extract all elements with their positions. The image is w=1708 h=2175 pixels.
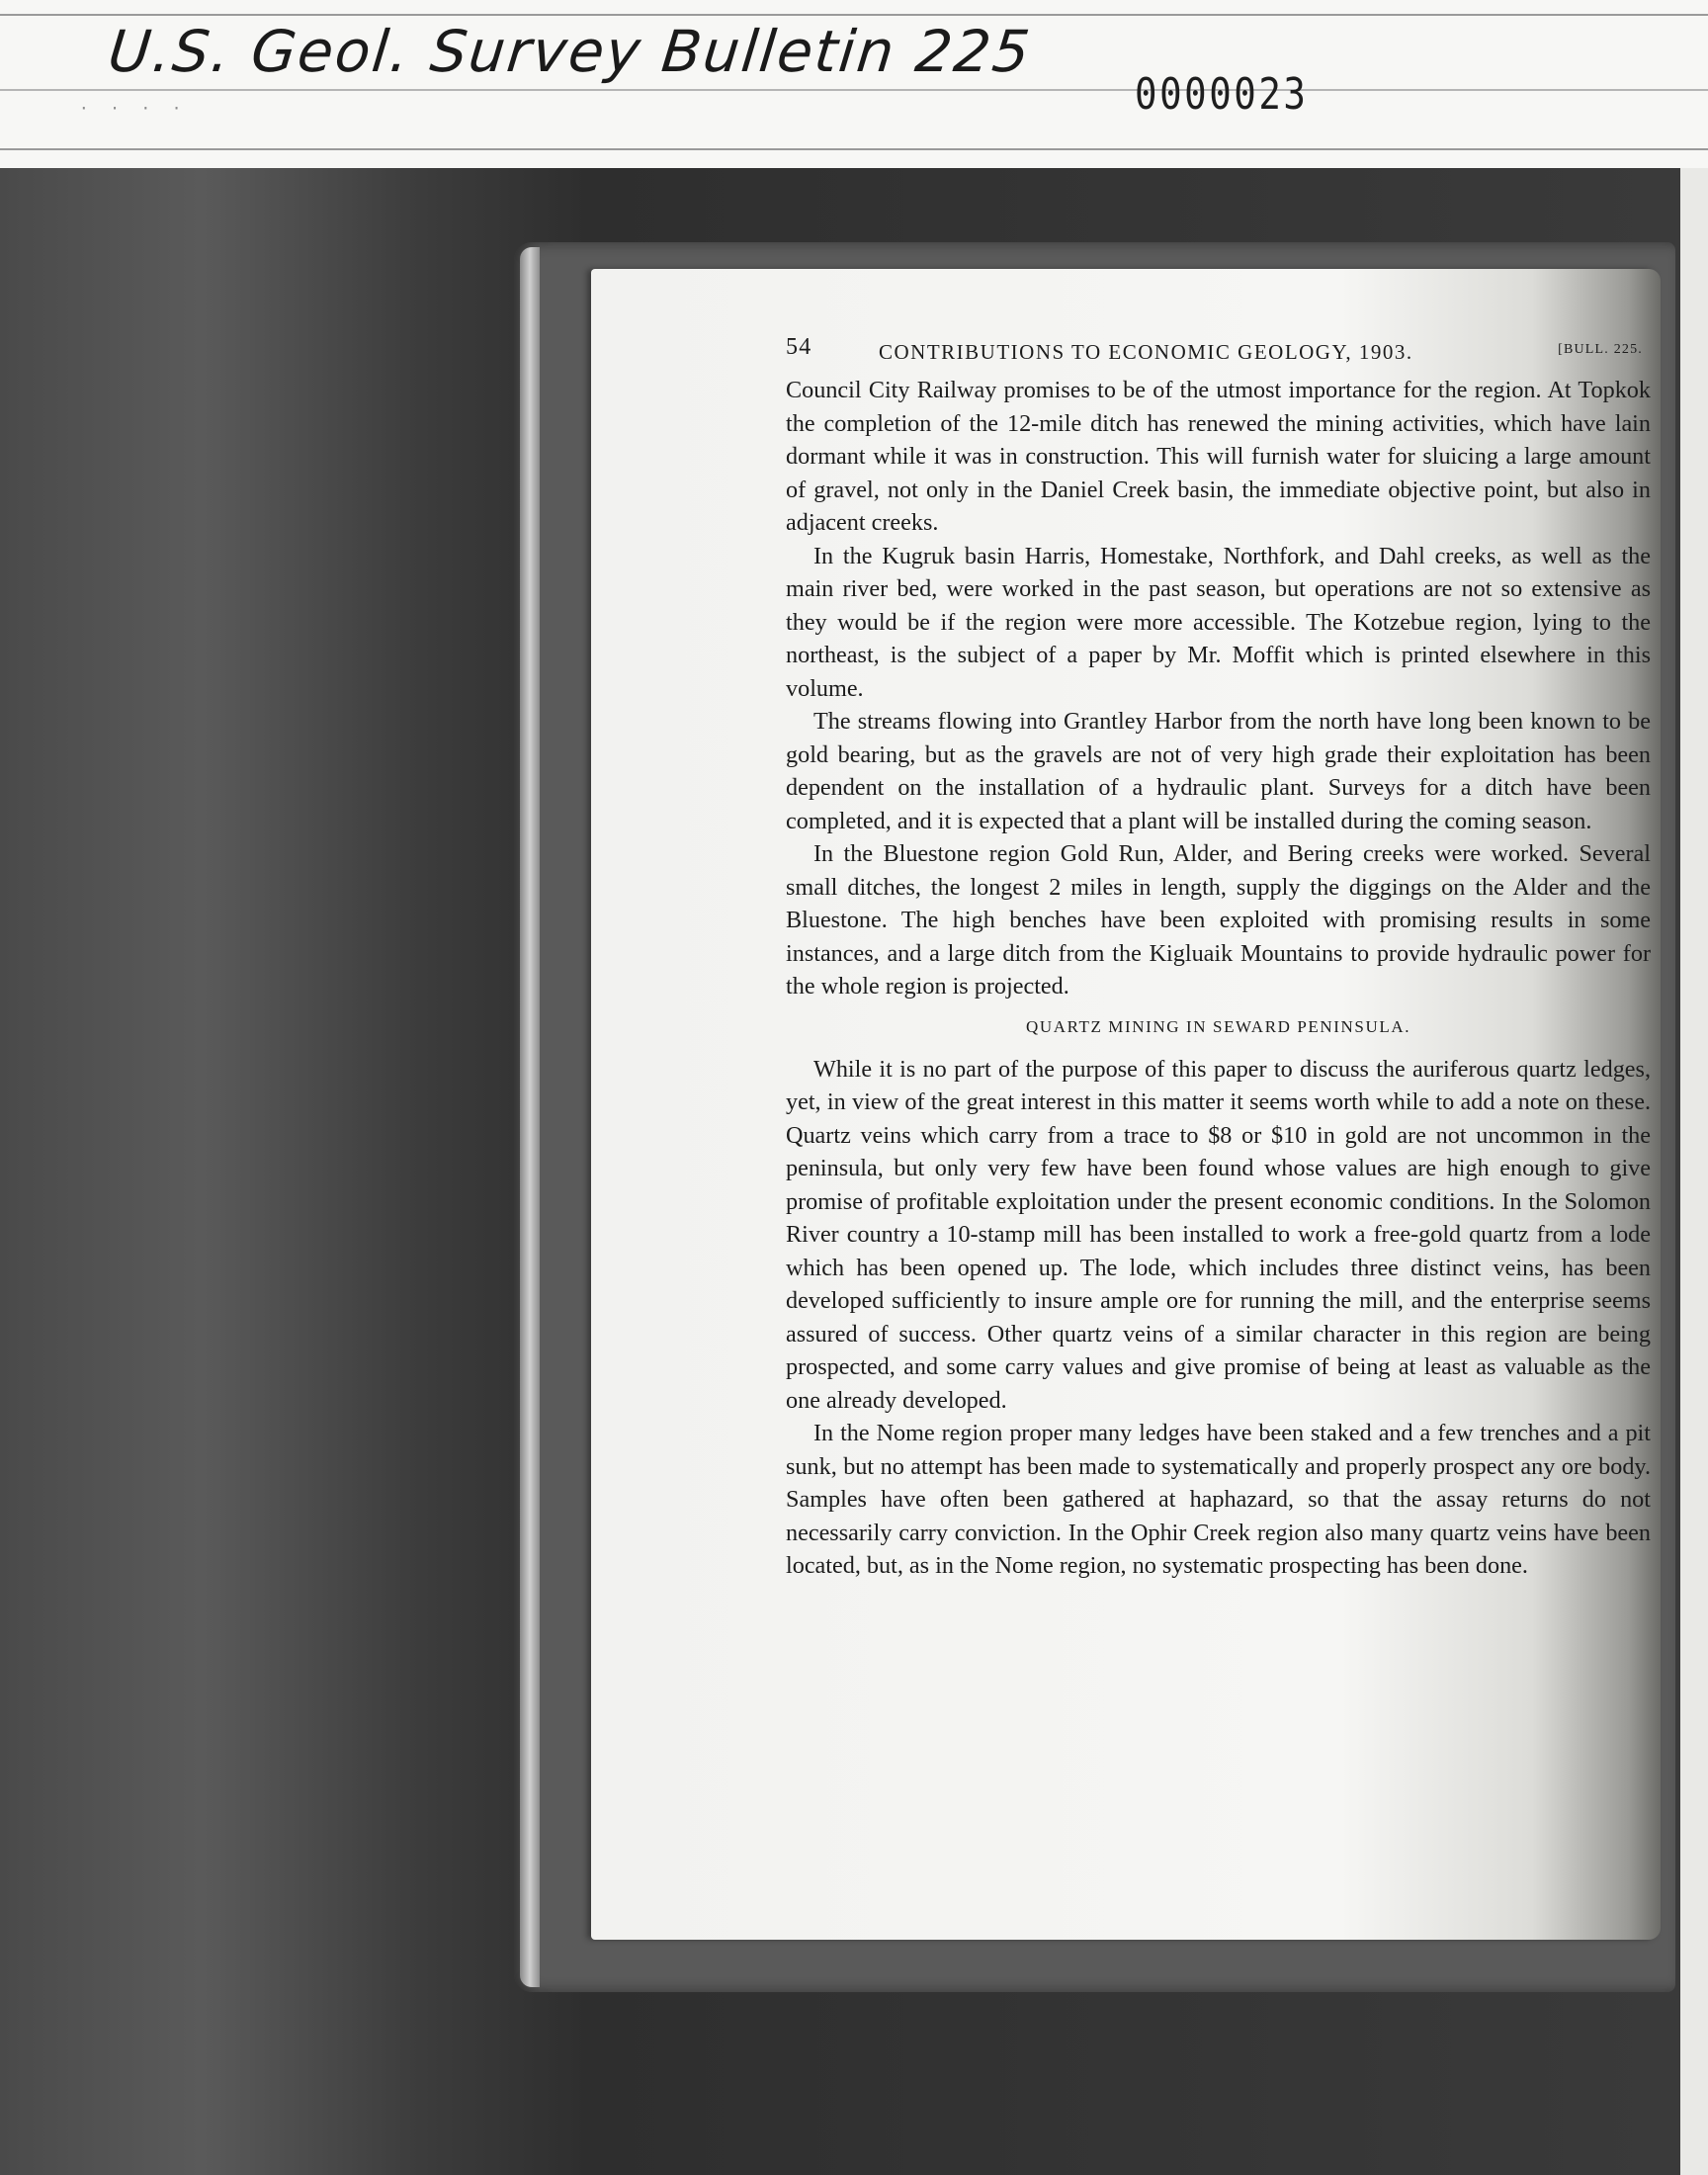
header-rule <box>0 14 1708 16</box>
page-content <box>786 334 1651 1583</box>
page-number: 54 <box>786 334 812 360</box>
handwritten-note: U.S. Geol. Survey Bulletin 225 <box>105 18 1035 85</box>
paragraph: In the Nome region proper many ledges have been staked and a few trenches and a pit sunk, but no attempt has been made to systematically and properly prospect any ore body. Samples have often been gathered at haphazard, so that the assay returns do not necessarily carry conviction. In the Ophir Creek region also many quartz veins have been located, but, as in the Nome region, no systematic prospecting has been done. <box>786 1420 1651 1579</box>
paragraph: In the Bluestone region Gold Run, Alder, and Bering creeks were worked. Several small ditches, the longest 2 miles in length, supply the diggings on the Alder and the Bluestone. The high benches have been exploited with promising results in some instances, and a large ditch from the Kigluaik Mountains to provide hydraulic power for the whole region is projected. <box>786 840 1651 1000</box>
folder-edge <box>520 247 540 1987</box>
section-heading: QUARTZ MINING IN SEWARD PENINSULA. <box>1025 1016 1411 1036</box>
running-head <box>786 334 1651 374</box>
header-strip <box>0 0 1708 168</box>
bulletin-reference: [BULL. 225. <box>1558 342 1643 357</box>
scanner-margin <box>1680 168 1708 2175</box>
paragraph: While it is no part of the purpose of this paper to discuss the auriferous quartz ledges, yet, in view of the great interest in this matter it seems worth while to add a note on these. Quartz veins which carry from a trace to $8 or $10 in gold are not uncommon in the peninsula, but only very few have been found whose values are high enough to give promise of profitable exploitation under the present economic conditions. In the Solomon River country a 10-stamp mill has been installed to work a free-gold quartz from a lode which has been opened up. The lode, which includes three distinct veins, has been developed sufficiently to insure ample ore for running the mill, and the enterprise seems assured of success. Other quartz veins of a similar character in this region are being prospected, and some carry values and give promise of being at least as valuable as the one already developed. <box>786 1055 1651 1414</box>
header-rule <box>0 148 1708 150</box>
paragraph: Council City Railway promises to be of the utmost importance for the region. At Topkok the completion of the 12-mile ditch has renewed the mining activities, which have lain dormant while it was in construction. This will furnish water for sluicing a large amount of gravel, not only in the Daniel Creek basin, the immediate objective point, but also in adjacent creeks. <box>786 377 1651 536</box>
faint-marks: · · · · <box>79 99 188 118</box>
paragraph: In the Kugruk basin Harris, Homestake, Northfork, and Dahl creeks, as well as the main river bed, were worked in the past season, but operations are not so extensive as they would be if the region were more accessible. The Kotzebue region, lying to the northeast, is the subject of a paper by Mr. Moffit which is printed elsewhere in this volume. <box>786 542 1651 702</box>
stamp-number: 0000023 <box>1135 69 1309 120</box>
paragraph: The streams flowing into Grantley Harbor from the north have long been known to be gold bearing, but as the gravels are not of very high grade their exploitation has been dependent on the installation of a hydraulic plant. Surveys for a ditch have been completed, and it is expected that a plant will be installed during the coming season. <box>786 708 1651 834</box>
running-title: CONTRIBUTIONS TO ECONOMIC GEOLOGY, 1903. <box>879 340 1413 364</box>
header-rule <box>0 89 1708 91</box>
